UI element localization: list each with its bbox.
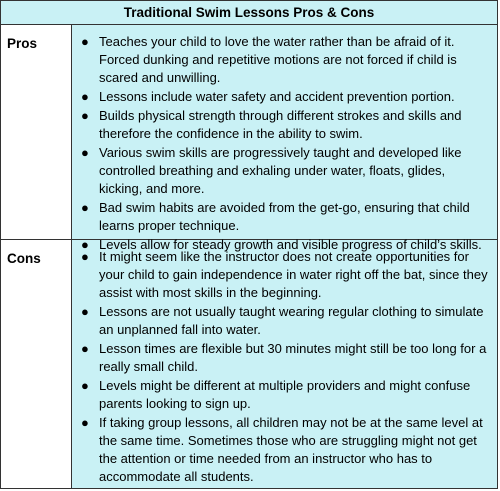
bullet-icon: ●: [81, 414, 89, 430]
bullet-icon: ●: [81, 144, 89, 160]
list-item: ● Levels allow for steady growth and visible progress of child’s skills.: [72, 236, 491, 254]
bullet-icon: ●: [81, 304, 89, 320]
bullet-icon: ●: [81, 341, 89, 357]
list-item: ● Bad swim habits are avoided from the get-go, ensuring that child learns proper technique.: [81, 199, 470, 234]
bullet-icon: ●: [81, 249, 89, 264]
bullet-icon: ●: [81, 89, 89, 105]
pros-list: [72, 33, 491, 254]
bullet-icon: ●: [81, 199, 89, 215]
cons-label-cell: [1, 240, 72, 488]
bullet-icon: ●: [81, 236, 89, 252]
list-item: ● Lessons include water safety and accident prevention portion.: [72, 88, 491, 106]
list-item: ● Lesson times are flexible but 30 minutes might still be too long for a really small child.: [81, 341, 487, 375]
list-item: ● If taking group lessons, all children may not be at the same level at the same time. Sometimes those who are struggling might not get the attention or time needed from an instructor who has to accommodate all students.: [81, 414, 483, 485]
table-title-row: [1, 1, 497, 25]
pros-content-cell: [72, 25, 497, 252]
table-title: Traditional Swim Lessons Pros & Cons: [123, 5, 375, 20]
pros-label: Pros: [7, 36, 38, 51]
bullet-icon: ●: [81, 34, 89, 49]
list-item: ● Teaches your child to love the water rather than be afraid of it. Forced dunking and repetitive motions are not forced if child is scared and unwilling.: [81, 34, 457, 86]
bullet-icon: ●: [81, 377, 89, 393]
cons-content-cell: [72, 240, 497, 488]
list-item: ● It might seem like the instructor does not create opportunities for your child to gain independence in water right off the bat, since they assist with most skills in the beginning.: [81, 249, 488, 301]
pros-label-cell: [1, 25, 72, 239]
list-item: ● Levels might be different at multiple providers and might confuse parents looking to sign up.: [81, 377, 471, 412]
cons-label: Cons: [7, 251, 41, 266]
cons-list: [72, 248, 491, 487]
list-item: ● Lessons are not usually taught wearing regular clothing to simulate an unplanned fall into water.: [81, 304, 484, 338]
list-item: ● Builds physical strength through different strokes and skills and therefore the confidence in the ability to swim.: [81, 107, 462, 142]
bullet-icon: ●: [81, 107, 89, 123]
cons-row: [1, 240, 497, 488]
list-item: ● Various swim skills are progressively taught and developed like controlled breathing and exhaling under water, floats, glides, kicking, and more.: [81, 144, 462, 197]
pros-row: [1, 25, 497, 252]
